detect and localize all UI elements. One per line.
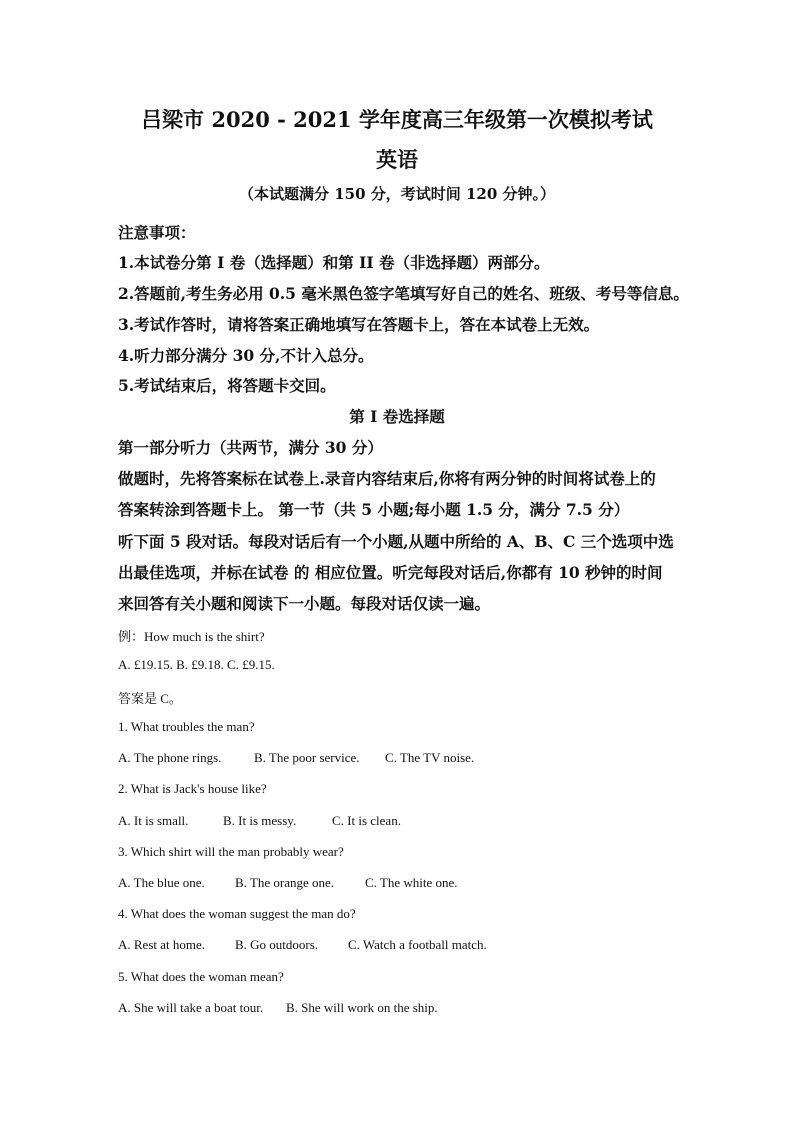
notice-item: 2.答题前,考生务必用 0.5 毫米黑色签字笔填写好自己的姓名、班级、考号等信息。: [118, 284, 689, 303]
question-options: [118, 750, 474, 766]
notice-item: 4.听力部分满分 30 分,不计入总分。: [118, 346, 374, 365]
instruction-line: 来回答有关小题和阅读下一小题。每段对话仅读一遍。: [118, 594, 491, 613]
question-stem: 2. What is Jack's house like?: [118, 781, 267, 796]
question-stem: 1. What troubles the man?: [118, 719, 255, 734]
question-stem: 4. What does the woman suggest the man do?: [118, 906, 356, 921]
question-options: [118, 1000, 438, 1016]
option-c: C. The TV noise.: [385, 750, 475, 765]
question-stem: 5. What does the woman mean?: [118, 969, 284, 984]
score-note: （本试题满分 150 分，考试时间 120 分钟。）: [238, 185, 555, 203]
example-answer: 答案是 C。: [118, 691, 182, 706]
question-options: [118, 937, 487, 953]
exam-title: 吕梁市 2020 - 2021 学年度高三年级第一次模拟考试: [141, 107, 653, 132]
option-a: A. Rest at home.: [118, 937, 206, 952]
instruction-line: 听下面 5 段对话。每段对话后有一个小题,从题中所给的 A、B、C 三个选项中选: [118, 532, 674, 551]
instruction-line: 做题时，先将答案标在试卷上.录音内容结束后,你将有两分钟的时间将试卷上的: [118, 469, 656, 488]
question-options: [118, 813, 401, 829]
option-b: B. She will work on the ship.: [286, 1000, 438, 1015]
option-a: A. She will take a boat tour.: [118, 1000, 264, 1015]
question-options: [118, 875, 458, 891]
option-b: B. The poor service.: [254, 750, 360, 765]
example-options: A. £19.15. B. £9.18. C. £9.15.: [118, 657, 275, 672]
option-b: B. It is messy.: [223, 813, 297, 828]
example-question: 例：How much is the shirt?: [118, 629, 265, 644]
option-c: C. The white one.: [365, 875, 458, 890]
question-stem: 3. Which shirt will the man probably wear?: [118, 844, 344, 859]
option-c: C. Watch a football match.: [348, 937, 487, 952]
option-b: B. The orange one.: [235, 875, 335, 890]
notice-item: 5.考试结束后，将答题卡交回。: [118, 376, 336, 395]
volume-heading: 第 I 卷选择题: [349, 407, 445, 426]
notice-heading: 注意事项：: [118, 223, 196, 242]
instruction-line: 答案转涂到答题卡上。 第一节（共 5 小题;每小题 1.5 分，满分 7.5 分）: [118, 500, 630, 519]
option-a: A. It is small.: [118, 813, 189, 828]
notice-item: 1.本试卷分第 I 卷（选择题）和第 II 卷（非选择题）两部分。: [118, 253, 550, 272]
option-a: A. The phone rings.: [118, 750, 222, 765]
listening-part-heading: 第一部分听力（共两节，满分 30 分）: [118, 438, 383, 457]
subject-title: 英语: [376, 147, 418, 172]
option-c: C. It is clean.: [332, 813, 401, 828]
notice-item: 3.考试作答时，请将答案正确地填写在答题卡上，答在本试卷上无效。: [118, 315, 600, 334]
instruction-line: 出最佳选项，并标在试卷 的 相应位置。听完每段对话后,你都有 10 秒钟的时间: [118, 563, 663, 582]
option-b: B. Go outdoors.: [235, 937, 319, 952]
option-a: A. The blue one.: [118, 875, 205, 890]
